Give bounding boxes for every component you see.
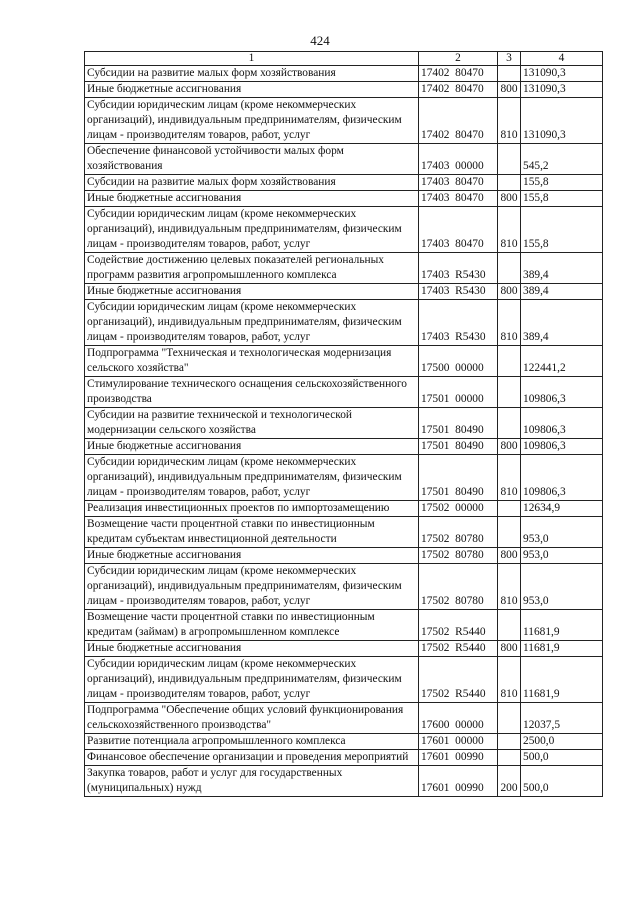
row-code-cell: 17601 00990	[419, 766, 498, 797]
row-name-cell: Возмещение части процентной ставки по инвестиционным кредитам (займам) в агропромышленном комплексе	[85, 610, 419, 641]
row-amount-cell: 389,4	[521, 284, 603, 300]
row-code-cell: 17402 80470	[419, 98, 498, 144]
table-row	[85, 657, 603, 703]
row-amount-cell: 109806,3	[521, 408, 603, 439]
row-expense-type-cell	[498, 346, 521, 377]
table-row	[85, 82, 603, 98]
table-row	[85, 284, 603, 300]
row-name-cell: Субсидии юридическим лицам (кроме некоммерческих организаций), индивидуальным предпринимателям, физическим лицам - производителям товаров, работ, услуг	[85, 207, 419, 253]
row-code-cell: 17402 80470	[419, 66, 498, 82]
row-code-cell: 17502 80780	[419, 548, 498, 564]
row-amount-cell: 545,2	[521, 144, 603, 175]
row-code-cell: 17402 80470	[419, 82, 498, 98]
row-code-cell: 17501 80490	[419, 439, 498, 455]
row-expense-type-cell: 800	[498, 82, 521, 98]
column-header-amount: 4	[521, 52, 603, 66]
table-row	[85, 703, 603, 734]
row-code-cell: 17501 80490	[419, 455, 498, 501]
row-name-cell: Закупка товаров, работ и услуг для государственных (муниципальных) нужд	[85, 766, 419, 797]
page-number: 424	[310, 33, 330, 48]
row-name-cell: Подпрограмма "Техническая и технологическая модернизация сельского хозяйства"	[85, 346, 419, 377]
row-name-cell: Реализация инвестиционных проектов по импортозамещению	[85, 501, 419, 517]
row-amount-cell: 12634,9	[521, 501, 603, 517]
table-row	[85, 734, 603, 750]
row-expense-type-cell: 800	[498, 641, 521, 657]
column-header-vr: 3	[498, 52, 521, 66]
table-row	[85, 98, 603, 144]
row-code-cell: 17403 R5430	[419, 300, 498, 346]
row-code-cell: 17501 00000	[419, 377, 498, 408]
row-amount-cell: 155,8	[521, 175, 603, 191]
row-amount-cell: 122441,2	[521, 346, 603, 377]
row-expense-type-cell	[498, 253, 521, 284]
row-name-cell: Субсидии юридическим лицам (кроме некоммерческих организаций), индивидуальным предпринимателям, физическим лицам - производителям товаров, работ, услуг	[85, 657, 419, 703]
row-name-cell: Субсидии юридическим лицам (кроме некоммерческих организаций), индивидуальным предпринимателям, физическим лицам - производителям товаров, работ, услуг	[85, 455, 419, 501]
row-expense-type-cell	[498, 734, 521, 750]
row-name-cell: Обеспечение финансовой устойчивости малых форм хозяйствования	[85, 144, 419, 175]
row-amount-cell: 131090,3	[521, 66, 603, 82]
row-amount-cell: 500,0	[521, 766, 603, 797]
table-row	[85, 517, 603, 548]
table-row	[85, 191, 603, 207]
table-row	[85, 610, 603, 641]
row-expense-type-cell: 800	[498, 548, 521, 564]
table-row	[85, 750, 603, 766]
row-expense-type-cell	[498, 408, 521, 439]
table-row	[85, 300, 603, 346]
table-row	[85, 766, 603, 797]
row-expense-type-cell	[498, 175, 521, 191]
row-amount-cell: 109806,3	[521, 455, 603, 501]
row-code-cell: 17502 R5440	[419, 657, 498, 703]
row-expense-type-cell: 800	[498, 284, 521, 300]
table-row	[85, 548, 603, 564]
row-name-cell: Финансовое обеспечение организации и проведения мероприятий	[85, 750, 419, 766]
row-name-cell: Стимулирование технического оснащения сельскохозяйственного производства	[85, 377, 419, 408]
table-row	[85, 253, 603, 284]
row-code-cell: 17403 R5430	[419, 253, 498, 284]
row-amount-cell: 953,0	[521, 564, 603, 610]
row-amount-cell: 11681,9	[521, 657, 603, 703]
row-expense-type-cell	[498, 66, 521, 82]
row-code-cell: 17403 00000	[419, 144, 498, 175]
row-expense-type-cell	[498, 501, 521, 517]
table-row	[85, 564, 603, 610]
table-row	[85, 346, 603, 377]
table-row	[85, 641, 603, 657]
table-row	[85, 144, 603, 175]
table-row	[85, 175, 603, 191]
table-row	[85, 439, 603, 455]
row-expense-type-cell: 810	[498, 657, 521, 703]
row-expense-type-cell: 200	[498, 766, 521, 797]
row-code-cell: 17500 00000	[419, 346, 498, 377]
row-name-cell: Развитие потенциала агропромышленного комплекса	[85, 734, 419, 750]
row-code-cell: 17403 80470	[419, 207, 498, 253]
column-header-code: 2	[419, 52, 498, 66]
row-code-cell: 17403 80470	[419, 175, 498, 191]
row-code-cell: 17502 80780	[419, 564, 498, 610]
row-expense-type-cell: 810	[498, 98, 521, 144]
row-amount-cell: 109806,3	[521, 377, 603, 408]
table-row	[85, 408, 603, 439]
row-code-cell: 17502 80780	[419, 517, 498, 548]
row-name-cell: Субсидии на развитие малых форм хозяйствования	[85, 66, 419, 82]
row-name-cell: Иные бюджетные ассигнования	[85, 641, 419, 657]
row-amount-cell: 11681,9	[521, 610, 603, 641]
table-row	[85, 501, 603, 517]
row-name-cell: Субсидии на развитие малых форм хозяйствования	[85, 175, 419, 191]
row-name-cell: Иные бюджетные ассигнования	[85, 284, 419, 300]
row-expense-type-cell: 800	[498, 439, 521, 455]
row-code-cell: 17601 00990	[419, 750, 498, 766]
row-name-cell: Субсидии юридическим лицам (кроме некоммерческих организаций), индивидуальным предпринимателям, физическим лицам - производителям товаров, работ, услуг	[85, 564, 419, 610]
row-amount-cell: 109806,3	[521, 439, 603, 455]
row-code-cell: 17501 80490	[419, 408, 498, 439]
row-amount-cell: 155,8	[521, 207, 603, 253]
row-amount-cell: 131090,3	[521, 98, 603, 144]
column-header-name: 1	[85, 52, 419, 66]
row-code-cell: 17403 R5430	[419, 284, 498, 300]
row-expense-type-cell: 810	[498, 564, 521, 610]
row-code-cell: 17502 00000	[419, 501, 498, 517]
row-name-cell: Субсидии на развитие технической и технологической модернизации сельского хозяйства	[85, 408, 419, 439]
row-code-cell: 17403 80470	[419, 191, 498, 207]
row-name-cell: Иные бюджетные ассигнования	[85, 548, 419, 564]
row-name-cell: Иные бюджетные ассигнования	[85, 439, 419, 455]
row-expense-type-cell: 810	[498, 455, 521, 501]
row-name-cell: Иные бюджетные ассигнования	[85, 82, 419, 98]
row-code-cell: 17502 R5440	[419, 610, 498, 641]
row-code-cell: 17502 R5440	[419, 641, 498, 657]
row-expense-type-cell	[498, 703, 521, 734]
budget-table	[84, 51, 603, 797]
row-name-cell: Субсидии юридическим лицам (кроме некоммерческих организаций), индивидуальным предпринимателям, физическим лицам - производителям товаров, работ, услуг	[85, 300, 419, 346]
row-name-cell: Возмещение части процентной ставки по инвестиционным кредитам субъектам инвестиционной деятельности	[85, 517, 419, 548]
table-row	[85, 66, 603, 82]
table-body	[85, 66, 603, 797]
row-expense-type-cell: 810	[498, 300, 521, 346]
row-expense-type-cell	[498, 750, 521, 766]
row-name-cell: Подпрограмма "Обеспечение общих условий функционирования сельскохозяйственного производства"	[85, 703, 419, 734]
row-amount-cell: 953,0	[521, 517, 603, 548]
row-name-cell: Содействие достижению целевых показателей региональных программ развития агропромышленного комплекса	[85, 253, 419, 284]
row-amount-cell: 2500,0	[521, 734, 603, 750]
table-row	[85, 455, 603, 501]
row-expense-type-cell: 810	[498, 207, 521, 253]
row-amount-cell: 389,4	[521, 253, 603, 284]
row-amount-cell: 131090,3	[521, 82, 603, 98]
row-expense-type-cell	[498, 517, 521, 548]
row-expense-type-cell	[498, 144, 521, 175]
row-amount-cell: 155,8	[521, 191, 603, 207]
table-header-row	[85, 52, 603, 66]
row-name-cell: Иные бюджетные ассигнования	[85, 191, 419, 207]
row-amount-cell: 500,0	[521, 750, 603, 766]
row-name-cell: Субсидии юридическим лицам (кроме некоммерческих организаций), индивидуальным предпринимателям, физическим лицам - производителям товаров, работ, услуг	[85, 98, 419, 144]
row-expense-type-cell: 800	[498, 191, 521, 207]
row-code-cell: 17601 00000	[419, 734, 498, 750]
table-row	[85, 377, 603, 408]
table-row	[85, 207, 603, 253]
row-expense-type-cell	[498, 610, 521, 641]
row-amount-cell: 11681,9	[521, 641, 603, 657]
row-amount-cell: 389,4	[521, 300, 603, 346]
row-code-cell: 17600 00000	[419, 703, 498, 734]
row-amount-cell: 12037,5	[521, 703, 603, 734]
row-expense-type-cell	[498, 377, 521, 408]
row-amount-cell: 953,0	[521, 548, 603, 564]
